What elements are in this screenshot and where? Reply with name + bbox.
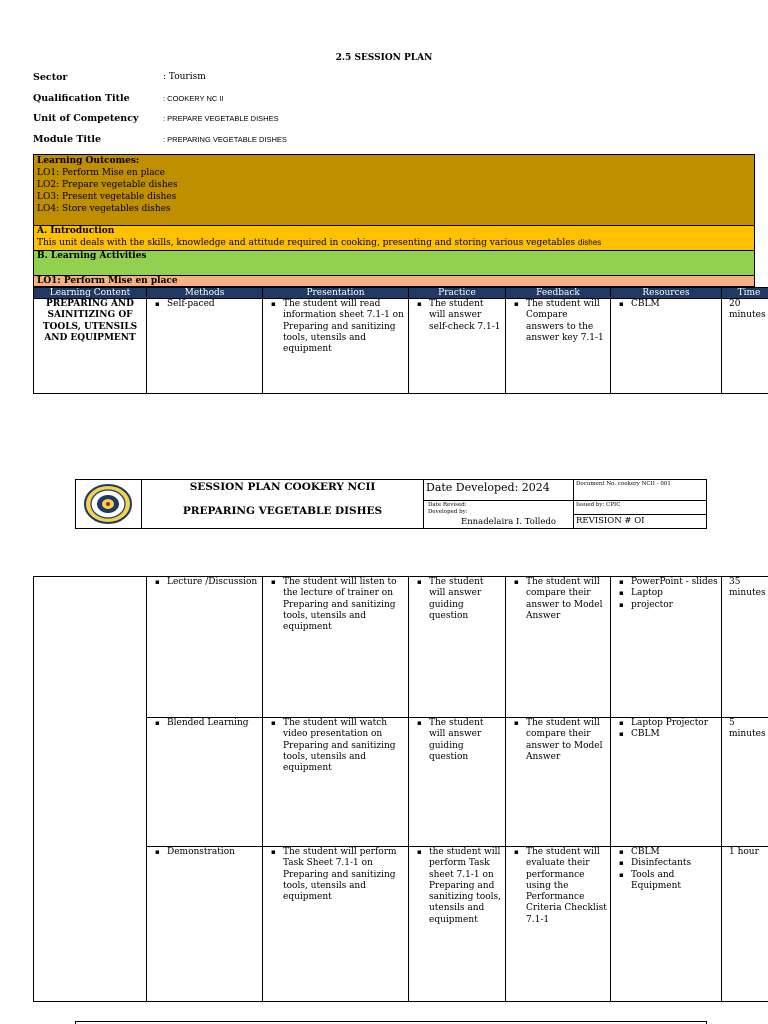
feedback-item: ▪ The student will compare their answer to Model Answer [509,718,607,763]
module-title-label: Module Title [33,134,102,145]
unit-of-competency-label: Unit of Competency [33,113,139,124]
resource-item: ▪ CBLM [614,729,718,740]
document-banner [75,479,707,529]
method-item: ▪ Demonstration [150,847,259,858]
date-developed: Date Developed: 2024 [426,481,550,494]
developer-name: Ennadelaira I. Tolledo [461,517,556,527]
learning-activities-heading: B. Learning Activities [33,251,755,276]
resource-item: ▪ PowerPoint - slides [614,577,718,588]
feedback-cell [506,718,611,847]
practice-cell [409,299,506,394]
column-header: Time [722,288,768,299]
introduction-text-tail: dishes [578,238,602,247]
practice-item: ▪ The student will answer self-check 7.1-1 [412,299,502,333]
issued-by: Issued by: CPIC [576,502,621,508]
sector-label: Sector [33,72,68,83]
learning-outcomes-heading: Learning Outcomes: [37,156,140,166]
column-header: Resources [611,288,722,299]
presentation-cell [263,299,409,394]
resources-cell [611,577,722,718]
date-revised: Date Revised: [428,502,467,508]
resources-cell [611,718,722,847]
document-number: Document No. cookery NCII - 001 [576,481,671,487]
presentation-item: ▪ The student will read information sheet 7.1-1 on Preparing and sanitizing tools, utensils and equipment [266,299,405,355]
learning-outcome-item: LO3: Present vegetable dishes [37,192,177,202]
resource-item: ▪ Laptop [614,588,718,599]
feedback-cell [506,577,611,718]
revision-number: REVISION # OI [576,516,645,526]
method-cell [147,577,263,718]
time-cell: 35 minutes [722,577,768,718]
practice-cell [409,718,506,847]
unit-of-competency-value: : PREPARE VEGETABLE DISHES [163,114,279,123]
presentation-cell [263,577,409,718]
method-cell [147,847,263,1002]
sector-value: : Tourism [163,72,206,82]
qualification-title-label: Qualification Title [33,93,130,104]
table-header-row [34,288,768,299]
presentation-cell [263,718,409,847]
presentation-item: ▪ The student will perform Task Sheet 7.1-1 on Preparing and sanitizing tools, utensils and equipment [266,847,405,903]
feedback-item: ▪ The student will Compare answers to the answer key 7.1-1 [509,299,607,344]
feedback-item: ▪ The student will compare their answer to Model Answer [509,577,607,622]
method-cell [147,718,263,847]
activities-table-continued [33,576,768,1002]
column-header: Learning Content [34,288,147,299]
column-header: Methods [147,288,263,299]
resources-cell [611,299,722,394]
feedback-cell [506,299,611,394]
column-header: Feedback [506,288,611,299]
method-item: ▪ Blended Learning [150,718,259,729]
learning-outcomes-box [33,154,755,226]
school-seal-icon [82,483,134,525]
resource-item: ▪ CBLM [614,299,718,310]
resource-item: ▪ projector [614,600,718,611]
feedback-item: ▪ The student will evaluate their performance using the Performance Criteria Checklist 7.1-1 [509,847,607,926]
page-title: 2.5 SESSION PLAN [335,53,433,63]
banner-title: SESSION PLAN COOKERY NCII [189,481,376,493]
practice-item: ▪ The student will answer guiding question [412,577,502,622]
introduction-heading: A. Introduction [37,226,115,236]
presentation-cell [263,847,409,1002]
introduction-text: This unit deals with the skills, knowledge and attitude required in cooking, presenting and storing various vegetables [37,238,576,248]
practice-item: ▪ The student will answer guiding question [412,718,502,763]
resource-item: ▪ Laptop Projector [614,718,718,729]
introduction-box [33,226,755,251]
presentation-item: ▪ The student will watch video presentation on Preparing and sanitizing tools, utensils and equipment [266,718,405,774]
feedback-cell [506,847,611,1002]
method-item: ▪ Self-paced [150,299,259,310]
learning-outcome-item: LO2: Prepare vegetable dishes [37,180,178,190]
resource-item: ▪ CBLM [614,847,718,858]
method-cell [147,299,263,394]
banner-subtitle: PREPARING VEGETABLE DISHES [182,505,383,517]
practice-cell [409,847,506,1002]
developed-by-label: Developed by: [428,509,468,515]
method-item: ▪ Lecture /Discussion [150,577,259,588]
time-cell: 1 hour [722,847,768,1002]
learning-outcome-item: LO1: Perform Mise en place [37,168,165,178]
practice-cell [409,577,506,718]
qualification-title-value: : COOKERY NC II [163,94,224,103]
column-header: Presentation [263,288,409,299]
module-title-value: : PREPARING VEGETABLE DISHES [163,135,287,144]
resource-item: ▪ Disinfectants [614,858,718,869]
learning-content-cell: PREPARING AND SAINITIZING OF TOOLS, UTENSILS AND EQUIPMENT [34,299,147,394]
practice-item: ▪ the student will perform Task sheet 7.1-1 on Preparing and sanitizing tools, utensils and equipment [412,847,502,926]
learning-outcome-item: LO4: Store vegetables dishes [37,204,171,214]
resource-item: ▪ Tools and Equipment [614,870,718,893]
resources-cell [611,847,722,1002]
activities-table [33,287,768,394]
table-row [34,299,768,394]
time-cell: 5 minutes [722,718,768,847]
table-row [34,577,768,718]
lo1-heading: LO1: Perform Mise en place [33,276,755,287]
presentation-item: ▪ The student will listen to the lecture of trainer on Preparing and sanitizing tools, utensils and equipment [266,577,405,633]
learning-content-cell [34,577,147,1002]
time-cell: 20 minutes [722,299,768,394]
column-header: Practice [409,288,506,299]
